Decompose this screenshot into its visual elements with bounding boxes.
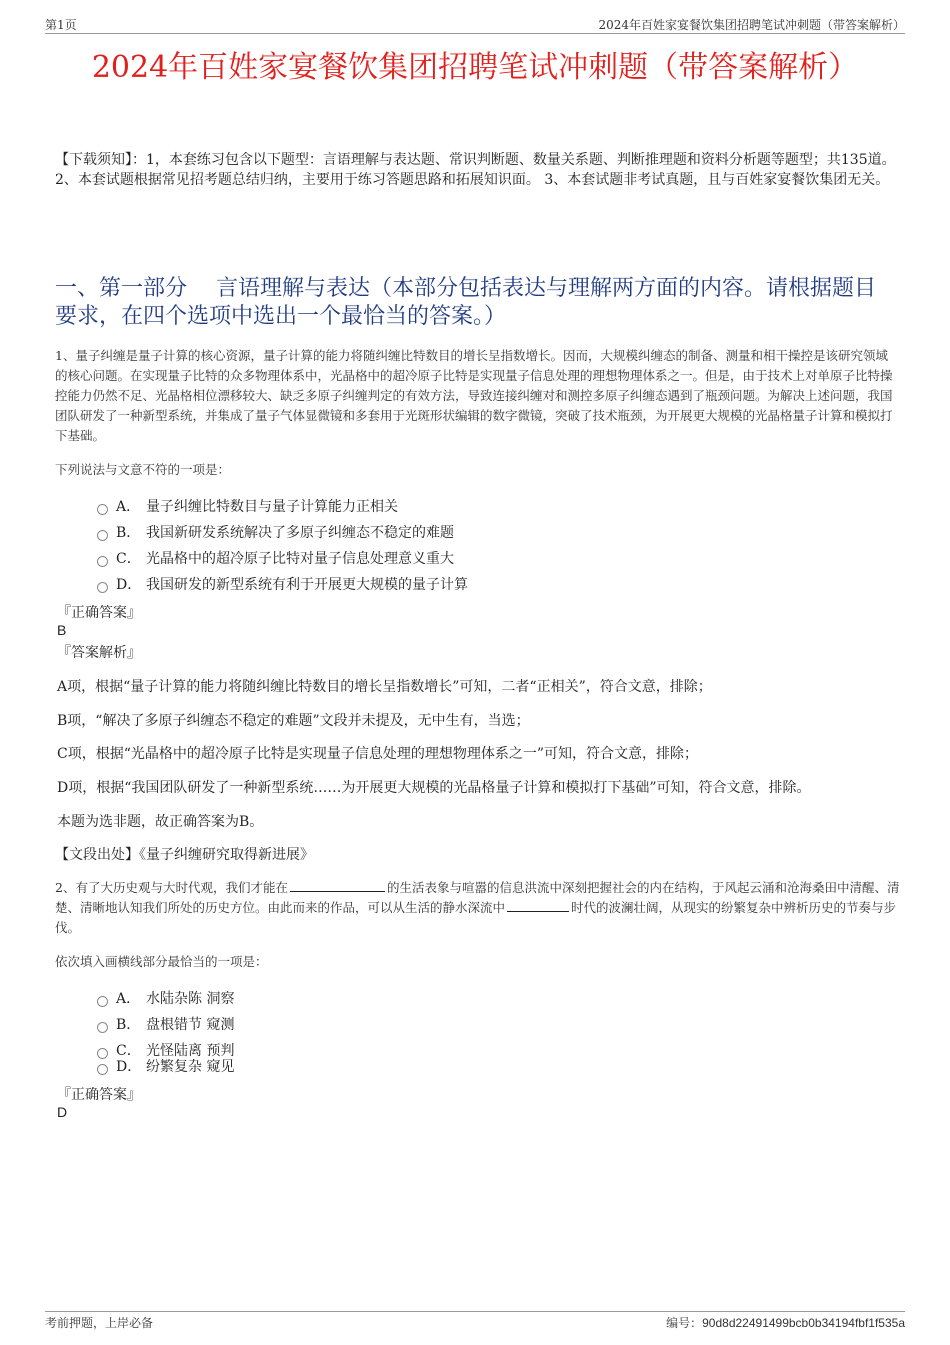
blank-1 — [290, 879, 385, 892]
header-title: 2024年百姓家宴餐饮集团招聘笔试冲刺题（带答案解析） — [598, 18, 905, 32]
q1-source: 【文段出处】《量子纠缠研究取得新进展》 — [55, 847, 314, 863]
option-text: 水陆杂陈 洞察 — [146, 991, 235, 1007]
option-letter: D． — [116, 577, 142, 593]
radio-icon[interactable] — [97, 996, 108, 1007]
footer-slogan: 考前押题，上岸必备 — [45, 1316, 154, 1330]
page-number: 第1页 — [45, 18, 77, 32]
code-label: 编号： — [666, 1316, 703, 1330]
option-letter: C． — [116, 551, 141, 567]
radio-icon[interactable] — [97, 556, 108, 567]
q1-analysis-a: A项，根据“量子计算的能力将随纠缠比特数目的增长呈指数增长”可知，二者“正相关”，符合文意，排除； — [57, 679, 712, 695]
q2-option-a[interactable] — [97, 988, 234, 1008]
q2-stem — [55, 878, 900, 938]
q1-answer-label: 『正确答案』 — [57, 605, 141, 621]
option-letter: C． — [116, 1043, 141, 1059]
radio-icon[interactable] — [97, 1022, 108, 1033]
option-text: 我国研发的新型系统有利于开展更大规模的量子计算 — [146, 577, 468, 593]
q2-answer-label: 『正确答案』 — [57, 1087, 141, 1103]
option-letter: D． — [116, 1059, 142, 1075]
option-letter: A． — [116, 499, 141, 515]
page-title: 2024年百姓家宴餐饮集团招聘笔试冲刺题（带答案解析） — [91, 50, 859, 85]
header-divider — [45, 33, 905, 34]
q1-answer: B — [57, 622, 67, 638]
q1-analysis-b: B项，“解决了多原子纠缠态不稳定的难题”文段并未提及，无中生有，当选； — [57, 713, 530, 729]
footer-code — [666, 1314, 905, 1331]
footer-divider — [45, 1311, 905, 1312]
q1-option-b[interactable] — [97, 522, 454, 542]
radio-icon[interactable] — [97, 504, 108, 515]
q2-option-b[interactable] — [97, 1014, 234, 1034]
stem-part: 时代的波澜壮阔，从现实的纷繁复杂中辨析历史的节奏与步伐。 — [55, 900, 897, 935]
radio-icon[interactable] — [97, 530, 108, 541]
blank-2 — [507, 899, 569, 912]
download-notes: 【下载须知】：1，本套练习包含以下题型：言语理解与表达题、常识判断题、数量关系题、判断推理题和资料分析题等题型；共135道。 2、本套试题根据常见招考题总结归纳，主要用于练习答题思路和拓展知识面。 3、本套试题非考试真题，且与百姓家宴餐饮集团无关。 — [55, 152, 896, 188]
option-text: 量子纠缠比特数目与量子计算能力正相关 — [146, 499, 398, 515]
option-text: 盘根错节 窥测 — [146, 1017, 235, 1033]
stem-part: 的生活表象与喧嚣的信息洪流中深刻把握社会的内在结构，于风起云涌和沧海桑田中清醒、清楚、清晰地认知我们所处的历史方位。由此而来的作品，可以从生活的静水深流中 — [55, 880, 900, 915]
q2-answer: D — [57, 1104, 68, 1120]
q1-analysis-d: D项，根据“我国团队研发了一种新型系统……为开展更大规模的光晶格量子计算和模拟打下基础”可知，符合文意，排除。 — [57, 780, 811, 796]
option-text: 光怪陆离 预判 — [146, 1043, 235, 1059]
option-text: 我国新研发系统解决了多原子纠缠态不稳定的难题 — [146, 525, 454, 541]
option-letter: B． — [116, 1017, 141, 1033]
code-value: 90d8d22491499bcb0b34194fbf1f535a — [702, 1316, 905, 1330]
radio-icon[interactable] — [97, 582, 108, 593]
option-letter: A． — [116, 991, 141, 1007]
q2-option-d[interactable] — [97, 1056, 234, 1076]
stem-part: 2、有了大历史观与大时代观，我们才能在 — [55, 880, 288, 895]
q1-stem: 1、量子纠缠是量子计算的核心资源，量子计算的能力将随纠缠比特数目的增长呈指数增长。因而，大规模纠缠态的制备、测量和相干操控是该研究领域的核心问题。在实现量子比特的众多物理体系中，光晶格中的超冷原子比特是实现量子信息处理的理想物理体系之一。但是，由于技术上对单原子比特操控能力仍然不足、光晶格相位漂移较大、缺乏多原子纠缠判定的有效方法，导致连接纠缠对和测控多原子纠缠态遇到了瓶颈问题。为解决上述问题，我国团队研发了一种新型系统，并集成了量子气体显微镜和多套用于光斑形状编辑的数字微镜，突破了技术瓶颈，为开展更大规模的光晶格量子计算和模拟打下基础。 — [55, 348, 893, 443]
q1-option-d[interactable] — [97, 574, 468, 594]
q2-prompt: 依次填入画横线部分最恰当的一项是： — [55, 954, 268, 969]
q1-option-a[interactable] — [97, 496, 398, 516]
option-text: 光晶格中的超冷原子比特对量子信息处理意义重大 — [146, 551, 454, 567]
q1-analysis-label: 『答案解析』 — [57, 645, 141, 661]
q1-conclusion: 本题为选非题，故正确答案为B。 — [57, 814, 264, 830]
option-text: 纷繁复杂 窥见 — [146, 1059, 235, 1075]
radio-icon[interactable] — [97, 1064, 108, 1075]
option-letter: B． — [116, 525, 141, 541]
section-heading: 一、第一部分 言语理解与表达（本部分包括表达与理解两方面的内容。请根据题目要求，在四个选项中选出一个最恰当的答案。） — [55, 276, 876, 329]
q1-analysis-c: C项，根据“光晶格中的超冷原子比特是实现量子信息处理的理想物理体系之一”可知，符合文意，排除； — [57, 746, 699, 762]
q1-option-c[interactable] — [97, 548, 454, 568]
q1-prompt: 下列说法与文意不符的一项是： — [55, 462, 231, 477]
